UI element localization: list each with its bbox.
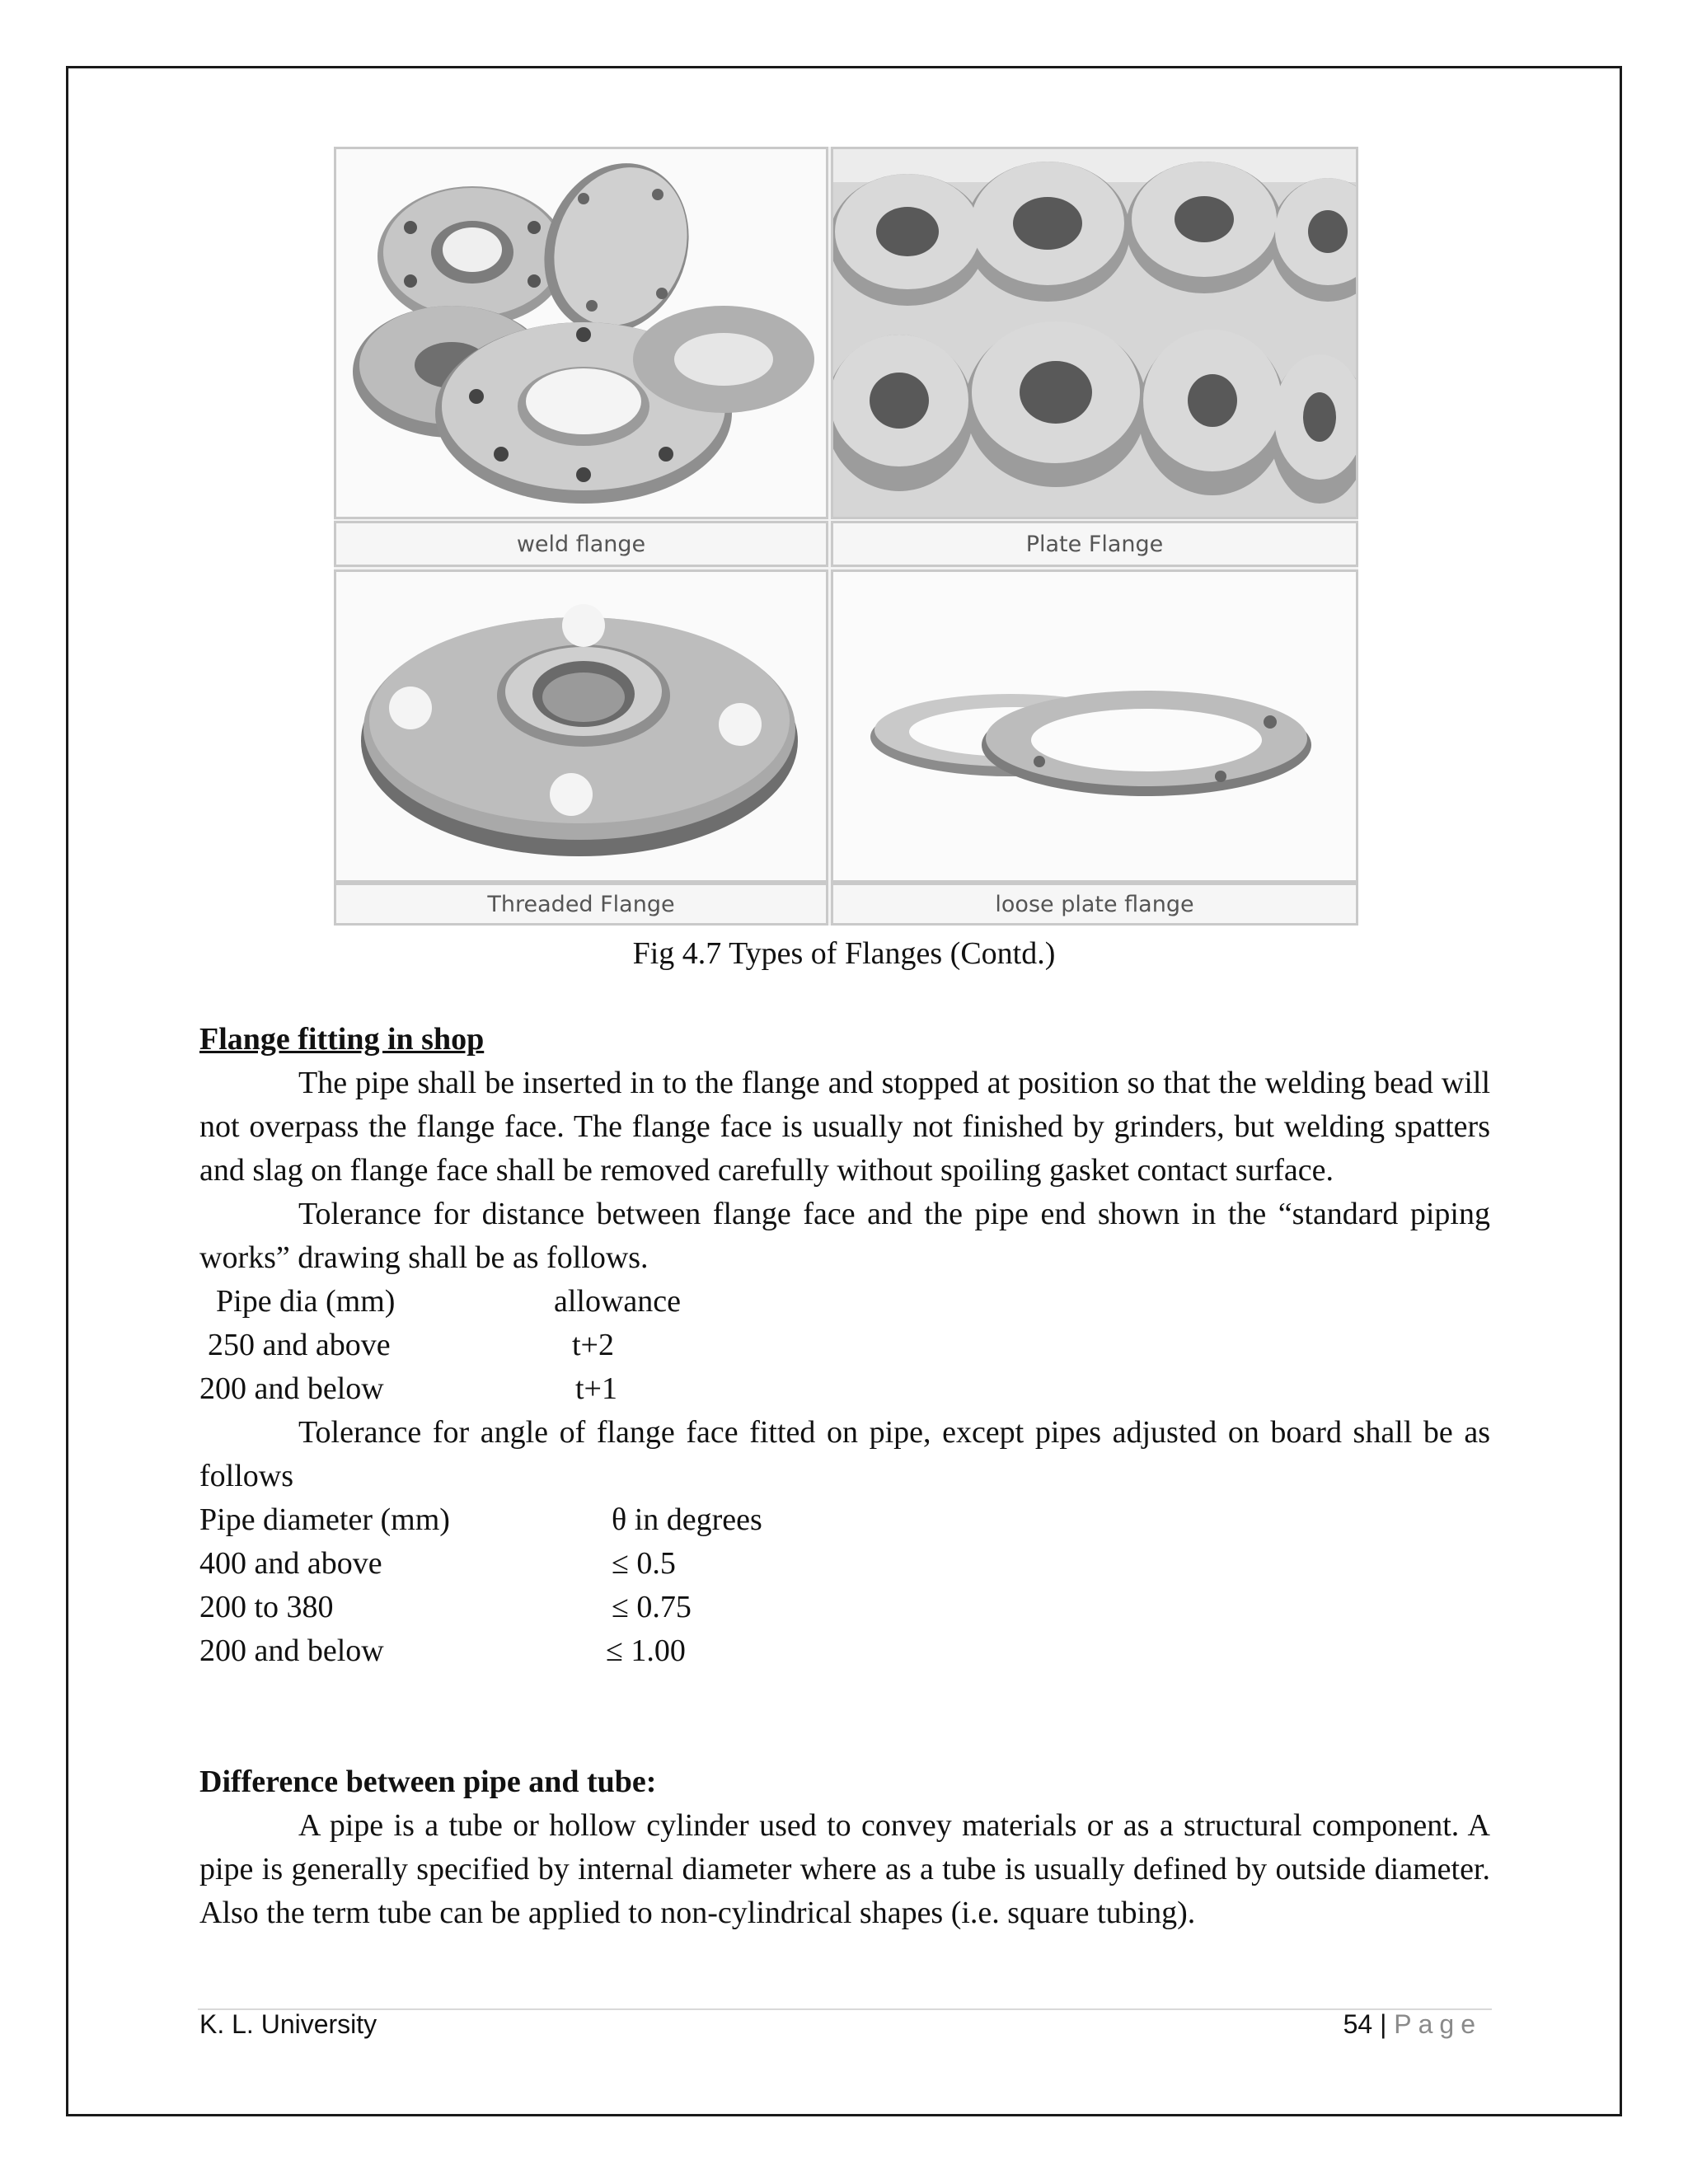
table-row (199, 1367, 1490, 1411)
table-header-row (199, 1280, 1490, 1324)
table-row (199, 1324, 1490, 1367)
paragraph: A pipe is a tube or hollow cylinder used to convey materials or as a structural component. A pipe is generally specified by internal diameter where as a tube is usually defined by outside diameter. Also the term tube can be applied to non-cylindrical shapes (i.e. square tubing). (199, 1808, 1490, 1930)
threaded-flange-label: Threaded Flange (334, 883, 828, 926)
table-cell: 250 and above (208, 1328, 391, 1362)
table-header-cell: θ in degrees (612, 1502, 762, 1537)
weld-flange-image (334, 147, 828, 519)
table-row (199, 1629, 1490, 1673)
table-cell: 200 and below (199, 1633, 384, 1668)
footer-page-number (1343, 2009, 1482, 2040)
flange-figure (334, 147, 1358, 926)
table-header-row (199, 1498, 1490, 1542)
plate-flange-label: Plate Flange (831, 521, 1358, 567)
figure-caption: Fig 4.7 Types of Flanges (Contd.) (632, 936, 1056, 971)
table-header-cell: Pipe dia (mm) (216, 1284, 396, 1319)
page-label: Page (1394, 2009, 1482, 2039)
table-row (199, 1542, 1490, 1586)
table-cell: t+2 (572, 1328, 614, 1362)
paragraph: Tolerance for distance between flange face and the pipe end shown in the “standard piping works” drawing shall be as follows. (199, 1197, 1490, 1275)
threaded-flange-image (334, 569, 828, 883)
section-pipe-vs-tube (199, 1760, 1490, 1935)
table-cell: 400 and above (199, 1546, 382, 1581)
table-row (199, 1586, 1490, 1629)
table-header-cell: Pipe diameter (mm) (199, 1502, 450, 1537)
plate-flange-image (831, 147, 1358, 519)
page-separator: | (1380, 2009, 1387, 2039)
table-cell: ≤ 0.5 (612, 1546, 676, 1581)
section-flange-fitting (199, 1018, 1490, 1673)
allowance-table (199, 1280, 1490, 1411)
paragraph: The pipe shall be inserted in to the flange and stopped at position so that the welding bead will not overpass the flange face. The flange face is usually not finished by grinders, but welding spatters and slag on flange face shall be removed carefully without spoiling gasket contact surface. (199, 1066, 1490, 1188)
section-heading: Flange fitting in shop (199, 1022, 485, 1057)
footer-institution: K. L. University (199, 2009, 377, 2039)
paragraph: Tolerance for angle of flange face fitted on pipe, except pipes adjusted on board shall be as follows (199, 1415, 1490, 1493)
footer-divider (198, 2008, 1492, 2010)
table-cell: t+1 (575, 1371, 617, 1406)
loose-plate-flange-image (831, 569, 1358, 883)
table-header-cell: allowance (554, 1284, 682, 1319)
angle-table (199, 1498, 1490, 1673)
table-cell: ≤ 1.00 (606, 1633, 686, 1668)
weld-flange-label: weld flange (334, 521, 828, 567)
section-heading: Difference between pipe and tube: (199, 1765, 657, 1799)
table-cell: 200 and below (199, 1371, 384, 1406)
loose-plate-flange-label: loose plate flange (831, 883, 1358, 926)
table-cell: ≤ 0.75 (612, 1590, 692, 1624)
table-cell: 200 to 380 (199, 1590, 334, 1624)
page-number: 54 (1343, 2009, 1373, 2039)
